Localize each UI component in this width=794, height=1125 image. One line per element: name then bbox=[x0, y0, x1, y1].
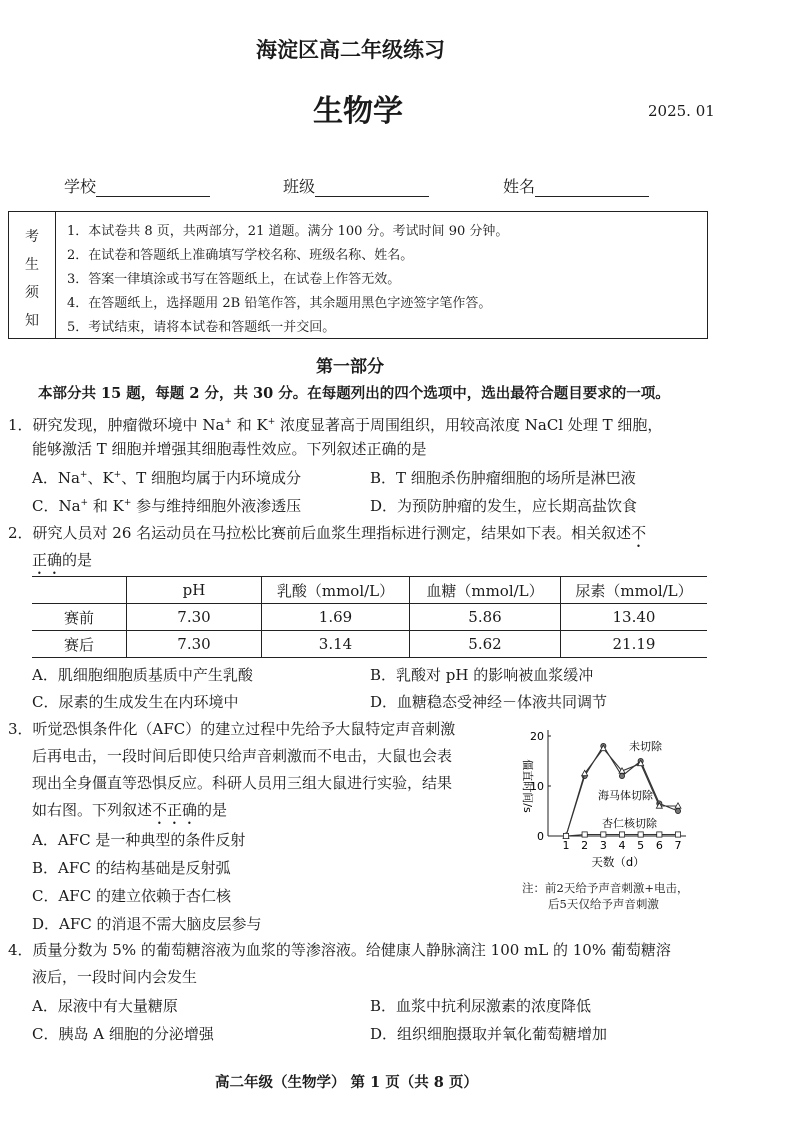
q3-option-d[interactable]: D．AFC 的消退不需大脑皮层参与 bbox=[32, 915, 262, 933]
table-cell: 7.30 bbox=[127, 631, 262, 658]
class-label: 班级 bbox=[283, 177, 316, 196]
data-point-circle bbox=[619, 773, 624, 778]
notice-side-char: 知 bbox=[25, 313, 39, 329]
table-cell: 赛后 bbox=[32, 631, 127, 658]
y-tick-label: 10 bbox=[530, 780, 544, 793]
y-tick-label: 0 bbox=[537, 830, 544, 843]
q4-option-d[interactable]: D．组织细胞摄取并氧化葡萄糖增加 bbox=[370, 1025, 608, 1043]
q1-stem-line2: 能够激活 T 细胞并增强其细胞毒性效应。下列叙述正确的是 bbox=[32, 440, 427, 458]
notice-side-char: 须 bbox=[25, 285, 39, 301]
exam-title: 海淀区高二年级练习 bbox=[256, 37, 445, 62]
q3-option-b[interactable]: B．AFC 的结构基础是反射弧 bbox=[32, 859, 231, 877]
q2-option-d[interactable]: D．血糖稳态受神经－体液共同调节 bbox=[370, 693, 608, 711]
data-point-square bbox=[675, 832, 680, 837]
series-label: 杏仁核切除 bbox=[602, 817, 657, 830]
notice-item: 5．考试结束，请将本试卷和答题纸一并交回。 bbox=[67, 320, 336, 335]
x-tick-label: 7 bbox=[674, 839, 682, 852]
q1-option-a[interactable]: A．Na+、K+、T 细胞均属于内环境成分 bbox=[32, 469, 301, 487]
exam-notice-box bbox=[8, 211, 708, 339]
table-cell: 5.62 bbox=[410, 631, 561, 658]
table-cell: 13.40 bbox=[561, 604, 708, 631]
x-tick-label: 1 bbox=[562, 839, 570, 852]
q4-stem-line1: 4．质量分数为 5% 的葡萄糖溶液为血浆的等渗溶液。给健康人静脉滴注 100 mL 的 10% 葡萄糖溶 bbox=[8, 941, 671, 959]
q3-chart-note-line1: 注：前2天给予声音刺激+电击， bbox=[522, 881, 689, 895]
q2-stem-line2: 正确的是 bbox=[32, 551, 93, 569]
q2-stem-line1: 2．研究人员对 26 名运动员在马拉松比赛前后血浆生理指标进行测定，结果如下表。相关叙述不 bbox=[8, 524, 647, 542]
notice-side-char: 生 bbox=[25, 257, 39, 273]
name-field[interactable] bbox=[535, 180, 649, 197]
q4-stem-line2: 液后，一段时间内会发生 bbox=[32, 968, 198, 986]
q4-option-b[interactable]: B．血浆中抗利尿激素的浓度降低 bbox=[370, 997, 592, 1015]
notice-item: 3．答案一律填涂或书写在答题纸上，在试卷上作答无效。 bbox=[67, 272, 401, 287]
table-cell: 1.69 bbox=[262, 604, 410, 631]
y-axis-label: 僵直时间/s bbox=[521, 759, 534, 813]
notice-side-char: 考 bbox=[25, 229, 39, 245]
notice-item: 2．在试卷和答题纸上准确填写学校名称、班级名称、姓名。 bbox=[67, 248, 414, 263]
table-header-cell: 乳酸（mmol/L） bbox=[262, 577, 410, 604]
q3-line-chart bbox=[508, 724, 708, 876]
q3-stem-line3: 现出全身僵直等恐惧反应。科研人员用三组大鼠进行实验，结果 bbox=[32, 774, 453, 792]
class-info bbox=[283, 174, 429, 197]
data-point-circle bbox=[675, 808, 680, 813]
part1-instruction: 本部分共 15 题，每题 2 分，共 30 分。在每题列出的四个选项中，选出最符合题目要求的一项。 bbox=[38, 385, 670, 402]
q1-stem-line1: 1．研究发现，肿瘤微环境中 Na+ 和 K+ 浓度显著高于周围组织，用较高浓度 NaCl 处理 T 细胞， bbox=[8, 416, 663, 434]
q3-stem-line2: 后再电击，一段时间后即使只给声音刺激而不电击，大鼠也会表 bbox=[32, 747, 453, 765]
data-point-square bbox=[619, 832, 624, 837]
q3-chart-note-line2: 后5天仅给予声音刺激 bbox=[548, 897, 659, 911]
x-tick-label: 5 bbox=[637, 839, 645, 852]
y-tick-label: 20 bbox=[530, 730, 544, 743]
table-header-cell: 尿素（mmol/L） bbox=[561, 577, 708, 604]
table-header-cell: pH bbox=[127, 577, 262, 604]
notice-item: 4．在答题纸上，选择题用 2B 铅笔作答，其余题用黑色字迹签字笔作答。 bbox=[67, 296, 492, 311]
student-info bbox=[64, 174, 210, 197]
table-header-row bbox=[32, 577, 707, 604]
table-cell: 7.30 bbox=[127, 604, 262, 631]
subject-title: 生物学 bbox=[313, 94, 403, 129]
x-tick-label: 2 bbox=[581, 839, 589, 852]
q2-option-b[interactable]: B．乳酸对 pH 的影响被血浆缓冲 bbox=[370, 666, 594, 684]
x-tick-label: 3 bbox=[599, 839, 607, 852]
table-row bbox=[32, 604, 707, 631]
notice-side-label bbox=[9, 212, 56, 338]
q2-option-c[interactable]: C．尿素的生成发生在内环境中 bbox=[32, 693, 239, 711]
q3-option-c[interactable]: C．AFC 的建立依赖于杏仁核 bbox=[32, 887, 231, 905]
data-point-square bbox=[582, 832, 587, 837]
table-row bbox=[32, 631, 707, 658]
data-point-square bbox=[657, 832, 662, 837]
table-header-cell bbox=[32, 577, 127, 604]
q3-stem-line1: 3．听觉恐惧条件化（AFC）的建立过程中先给予大鼠特定声音刺激 bbox=[8, 720, 456, 738]
q1-option-d[interactable]: D．为预防肿瘤的发生，应长期高盐饮食 bbox=[370, 497, 638, 515]
q3-stem-line4: 如右图。下列叙述不正确的是 bbox=[32, 801, 228, 819]
data-point-square bbox=[601, 832, 606, 837]
q4-option-a[interactable]: A．尿液中有大量糖原 bbox=[32, 997, 178, 1015]
series-label: 海马体切除 bbox=[598, 789, 653, 802]
exam-date: 2025. 01 bbox=[648, 102, 715, 120]
part1-title: 第一部分 bbox=[316, 357, 384, 377]
x-tick-label: 4 bbox=[618, 839, 626, 852]
x-tick-label: 6 bbox=[655, 839, 663, 852]
x-axis-label: 天数（d） bbox=[591, 855, 645, 869]
q4-option-c[interactable]: C．胰岛 A 细胞的分泌增强 bbox=[32, 1025, 214, 1043]
q1-option-c[interactable]: C．Na+ 和 K+ 参与维持细胞外液渗透压 bbox=[32, 497, 302, 515]
class-field[interactable] bbox=[315, 180, 429, 197]
table-header-cell: 血糖（mmol/L） bbox=[410, 577, 561, 604]
q3-option-a[interactable]: A．AFC 是一种典型的条件反射 bbox=[32, 831, 246, 849]
data-point-square bbox=[563, 833, 568, 838]
table-cell: 21.19 bbox=[561, 631, 708, 658]
q2-option-a[interactable]: A．肌细胞细胞质基质中产生乳酸 bbox=[32, 666, 253, 684]
data-point-square bbox=[638, 832, 643, 837]
table-cell: 5.86 bbox=[410, 604, 561, 631]
series-label: 未切除 bbox=[629, 740, 662, 753]
q1-option-b[interactable]: B．T 细胞杀伤肿瘤细胞的场所是淋巴液 bbox=[370, 469, 636, 487]
table-cell: 赛前 bbox=[32, 604, 127, 631]
table-cell: 3.14 bbox=[262, 631, 410, 658]
page-footer: 高二年级（生物学） 第 1 页（共 8 页） bbox=[215, 1074, 478, 1091]
school-field[interactable] bbox=[96, 180, 210, 197]
q2-data-table bbox=[32, 576, 707, 658]
school-label: 学校 bbox=[64, 177, 97, 196]
name-info bbox=[503, 174, 649, 197]
name-label: 姓名 bbox=[503, 177, 536, 196]
notice-item: 1．本试卷共 8 页，共两部分，21 道题。满分 100 分。考试时间 90 分钟。 bbox=[67, 224, 509, 239]
